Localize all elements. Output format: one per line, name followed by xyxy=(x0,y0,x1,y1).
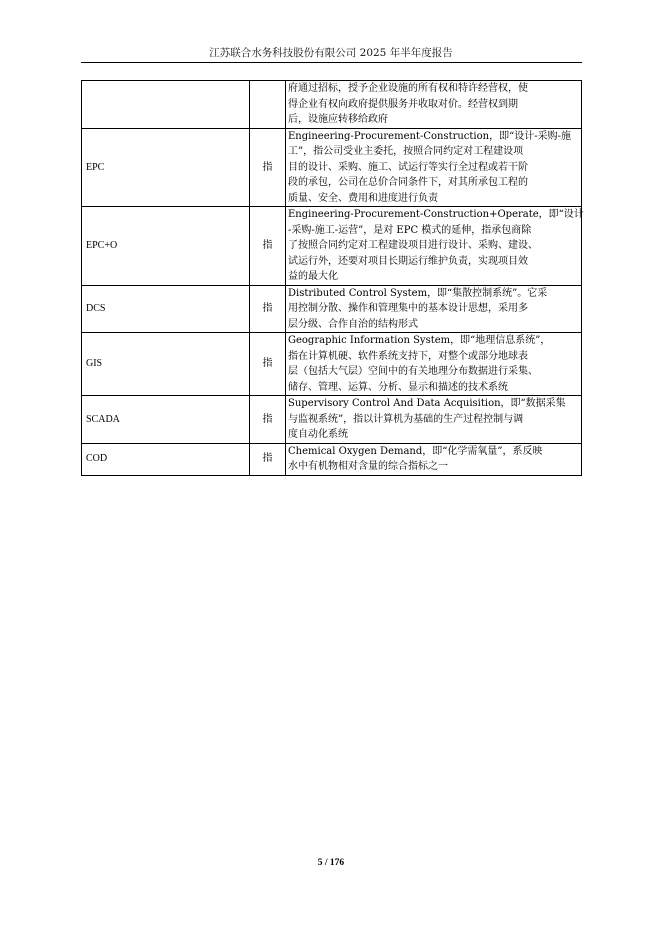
term-cell xyxy=(82,81,250,129)
table-row xyxy=(82,443,582,475)
definition-line: 后，设施应转移给政府 xyxy=(288,114,388,125)
definition-line: 层（包括大气层）空间中的有关地理分布数据进行采集、 xyxy=(288,366,538,377)
definition-line: Supervisory Control And Data Acquisition，即“数据采集 xyxy=(288,398,566,409)
term-cell: SCADA xyxy=(82,396,250,444)
table-row xyxy=(82,81,582,129)
definition-cell xyxy=(286,207,582,286)
term-cell: EPC+O xyxy=(82,207,250,286)
term-cell: DCS xyxy=(82,285,250,333)
table-row xyxy=(82,285,582,333)
definition-line: 层分级、合作自治的结构形式 xyxy=(288,318,418,330)
refers-cell: 指 xyxy=(250,333,286,396)
definition-line: 试运行外，还要对项目长期运行维护负责，实现项目效 xyxy=(288,255,528,267)
table-row xyxy=(82,333,582,396)
term-cell: EPC xyxy=(82,128,250,207)
definition-line: 指在计算机硬、软件系统支持下，对整个或部分地球表 xyxy=(288,350,528,362)
definition-line: 益的最大化 xyxy=(288,271,338,282)
refers-cell: 指 xyxy=(250,285,286,333)
term-cell: COD xyxy=(82,443,250,475)
definition-cell xyxy=(286,81,582,129)
definition-line: Chemical Oxygen Demand，即“化学需氧量”，系反映 xyxy=(288,445,543,457)
refers-cell: 指 xyxy=(250,443,286,475)
definition-cell xyxy=(286,443,582,475)
refers-cell: 指 xyxy=(250,396,286,444)
definition-cell xyxy=(286,285,582,333)
table-row xyxy=(82,396,582,444)
definition-line: 度自动化系统 xyxy=(288,429,348,440)
definition-line: 用控制分散、操作和管理集中的基本设计思想，采用多 xyxy=(288,303,528,314)
definition-line: 得企业有权向政府提供服务并收取对价。经营权到期 xyxy=(288,98,518,110)
refers-cell: 指 xyxy=(250,207,286,286)
table-row xyxy=(82,128,582,207)
definition-cell xyxy=(286,396,582,444)
definition-line: 与监视系统”，指以计算机为基础的生产过程控制与调 xyxy=(288,413,524,425)
refers-cell xyxy=(250,81,286,129)
page-number: 5 / 176 xyxy=(317,858,345,868)
definition-line: Distributed Control System，即“集散控制系统”。它采 xyxy=(288,287,548,299)
definition-line: 府通过招标，授予企业设施的所有权和特许经营权，使 xyxy=(288,83,528,94)
definition-line: -采购-施工-运营”，是对 EPC 模式的延伸，指承包商除 xyxy=(288,224,532,236)
term-cell: GIS xyxy=(82,333,250,396)
definition-line: 储存、管理、运算、分析、显示和描述的技术系统 xyxy=(288,381,508,393)
definition-line: Engineering-Procurement-Construction，即“设计-采购-施 xyxy=(288,130,571,142)
page-header: 江苏联合水务科技股份有限公司 2025 年半年度报告 xyxy=(209,47,453,59)
definition-line: 目的设计、采购、施工、试运行等实行全过程或若干阶 xyxy=(288,161,528,173)
header-divider xyxy=(81,62,582,63)
definition-line: 段的承包，公司在总价合同条件下，对其所承包工程的 xyxy=(288,177,528,188)
definition-cell xyxy=(286,128,582,207)
table-row xyxy=(82,207,582,286)
definition-line: 质量、安全、费用和进度进行负责 xyxy=(288,192,438,204)
definitions-table xyxy=(81,80,582,476)
definition-line: 工”，指公司受业主委托，按照合同约定对工程建设项 xyxy=(288,146,524,157)
definition-cell xyxy=(286,333,582,396)
definition-line: 水中有机物相对含量的综合指标之一 xyxy=(288,461,448,472)
definition-line: Engineering-Procurement-Construction+Operate，即“设计 xyxy=(288,209,584,220)
definition-line: Geographic Information System，即“地理信息系统”， xyxy=(288,335,551,346)
definition-line: 了按照合同约定对工程建设项目进行设计、采购、建设、 xyxy=(288,240,538,251)
definitions-table-body xyxy=(82,81,582,476)
refers-cell: 指 xyxy=(250,128,286,207)
